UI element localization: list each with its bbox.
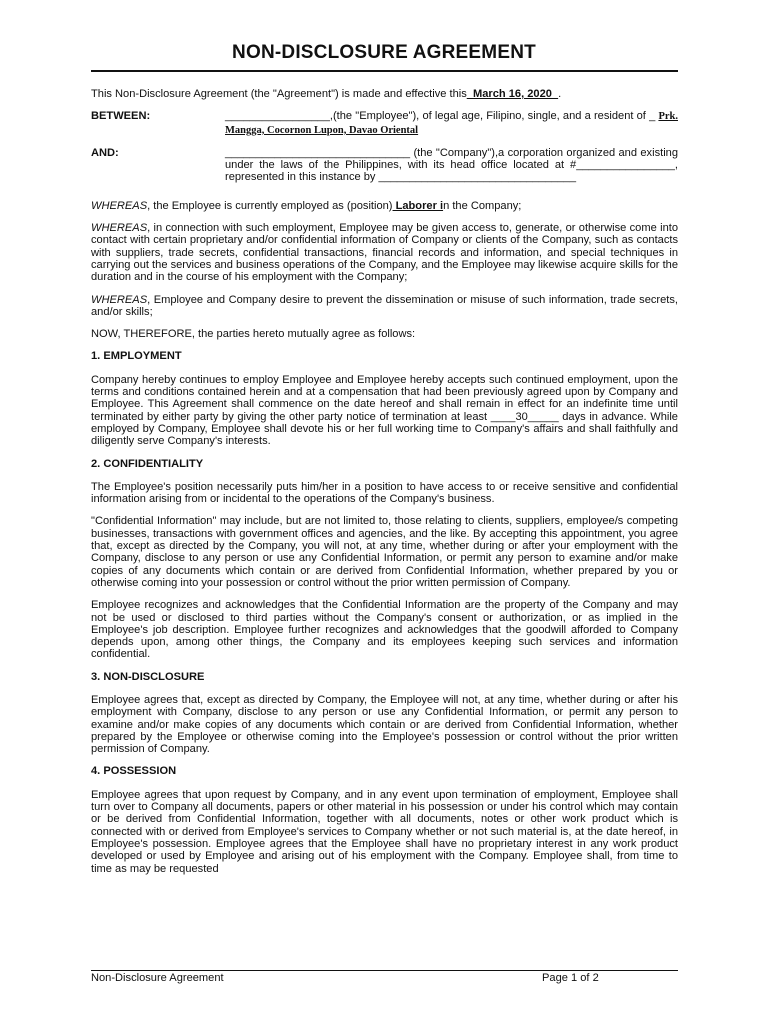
title-underline-rule	[91, 70, 678, 72]
now-therefore-paragraph: NOW, THEREFORE, the parties hereto mutually agree as follows:	[91, 328, 416, 341]
employee-name-blank: _________________	[225, 110, 330, 123]
intro-paragraph: This Non-Disclosure Agreement (the "Agreement") is made and effective this_March 16, 2020_.	[91, 88, 562, 100]
section-heading-employment: 1. EMPLOYMENT	[91, 350, 182, 363]
whereas-paragraph-3: WHEREAS, Employee and Company desire to prevent the dissemination or misuse of such information, trade secrets, and/or skills;	[91, 293, 678, 318]
between-label: BETWEEN:	[91, 110, 151, 123]
section-heading-non-disclosure: 3. NON-DISCLOSURE	[91, 670, 205, 683]
between-block	[91, 110, 678, 137]
employee-position: Laborer i	[392, 199, 444, 212]
document-title: NON-DISCLOSURE AGREEMENT	[232, 42, 536, 63]
confidentiality-paragraph-2: "Confidential Information" may include, but are not limited to, those relating to clients, suppliers, employee/s competing businesses, transactions with government offices and agencies, and the like. By accepting this appointment, you agree that, except as directed by the Company, you will not, at any time, whether during or after your employment with the Company, disclose to any person or use any Confidential Information, or permit any person to examine and/or make copies of any documents which contain or are derived from Confidential Information, whether prepared by you or otherwise coming into your possession or control without the prior written permission of Company.	[91, 515, 678, 589]
effective-date: _March 16, 2020_	[466, 88, 559, 100]
section-heading-confidentiality: 2. CONFIDENTIALITY	[91, 457, 204, 470]
confidentiality-paragraph-1: The Employee's position necessarily puts him/her in a position to have access to or receive sensitive and confidential information arising from or incidental to the operations of the Company's business.	[91, 480, 678, 506]
confidentiality-paragraph-3: Employee recognizes and acknowledges that the Confidential Information are the property of the Company and may not be used or disclosed to third parties without the Company's consent or authorization, or as implied in the Employee's job description. Employee further recognizes and acknowledges that the goodwill afforded to Company depends upon, among other things, the Company and its employees keeping such services and information confidential.	[91, 599, 678, 661]
whereas-paragraph-2: WHEREAS, in connection with such employment, Employee may be given access to, generate, or otherwise come into contact with certain proprietary and/or confidential information of Company or clients of the Company, such as contacts with suppliers, trade secrets, confidential transactions, financial records and information, and special techniques in carrying out the services and business operations of the Company, and the Employee may likewise acquire skills for the duration and in the course of his employment with the Company;	[91, 222, 678, 284]
and-block	[91, 147, 678, 184]
and-text: ______________________________ (the "Company"),a corporation organized and existing under the laws of the Philippines, with its head office located at #________________, represented in this instance by ________________________________	[225, 146, 678, 184]
whereas-paragraph-1: WHEREAS, the Employee is currently employed as (position) Laborer in the Company;	[91, 199, 522, 212]
between-text: _________________,(the "Employee"), of legal age, Filipino, single, and a resident of _ Prk. Mangga, Cocornon Lupon, Davao Oriental	[225, 110, 678, 136]
possession-paragraph: Employee agrees that upon request by Company, and in any event upon termination of employment, Employee shall turn over to Company all documents, papers or other material in his possession or under his control which may contain or be derived from Confidential Information, together with all documents, notes or other work product which is connected with or derived from Employee's services to Company whether or not such material is, at the date hereof, in Employee's possession. Employee agrees that the Employee shall have no proprietary interest in any work product developed or used by Employee and arising out of his employment with the Company. Employee shall, from time to time as may be requested	[91, 788, 678, 875]
employment-paragraph: Company hereby continues to employ Employee and Employee hereby accepts such continued employment, upon the terms and conditions contained herein and at a compensation that had been previously agreed upon by Company and Employee. This Agreement shall commence on the date hereof and shall remain in effect for an indefinite time until terminated by either party by giving the other party notice of termination at least ____30_____ days in advance. While employed by Company, Employee shall devote his or her full working time to Company's affairs and shall faithfully and diligently serve Company's interests.	[91, 373, 678, 448]
section-heading-possession: 4. POSSESSION	[91, 765, 177, 778]
non-disclosure-paragraph: Employee agrees that, except as directed by Company, the Employee will not, at any time, whether during or after his employment with Company, disclose to any person or use any Confidential Information, or permit any person to examine and/or make copies of any documents which contain or are derived from Confidential Information, whether prepared by the Employee or otherwise coming into the Employee's possession or control without the prior written permission of Company.	[91, 693, 678, 756]
footer-page-number: Page 1 of 2	[542, 972, 599, 984]
employee-address: Prk. Mangga, Cocornon Lupon, Davao Oriental	[225, 111, 678, 136]
and-label: AND:	[91, 146, 119, 159]
footer-rule	[91, 970, 678, 971]
document-body	[91, 88, 678, 885]
footer-document-name: Non-Disclosure Agreement	[91, 972, 224, 984]
notice-days-blank: ____30_____	[490, 410, 559, 423]
